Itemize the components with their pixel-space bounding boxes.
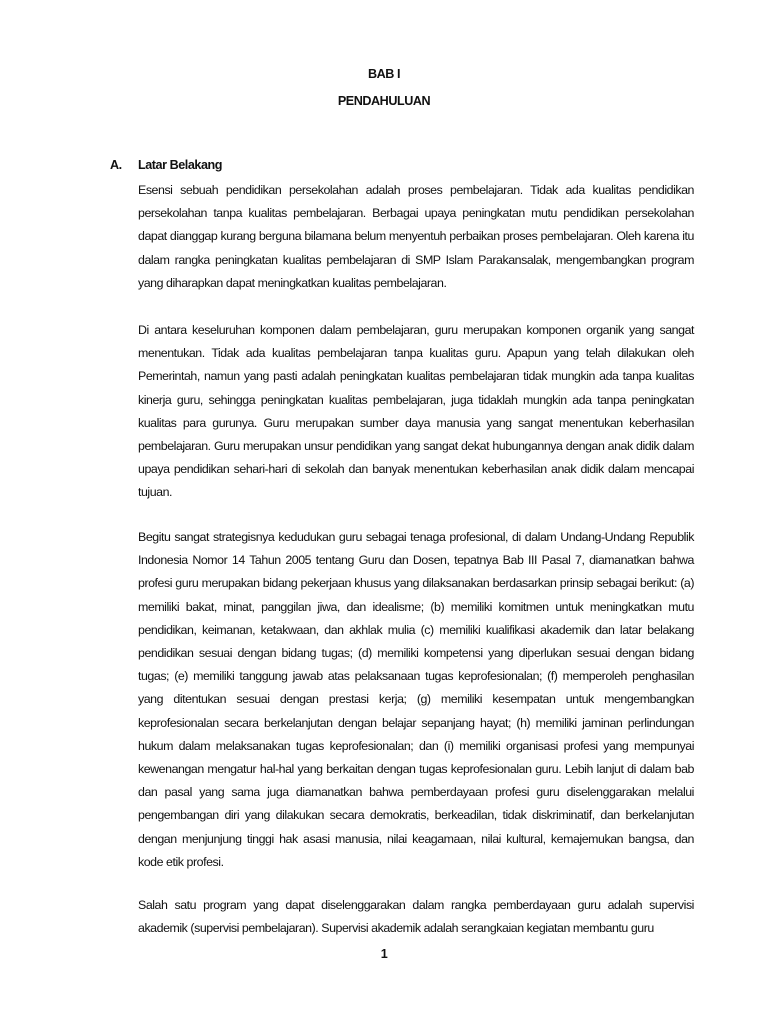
body-paragraph-1: Esensi sebuah pendidikan persekolahan adalah proses pembelajaran. Tidak ada kualitas pendidikan persekolahan tanpa kualitas pembelajaran. Berbagai upaya peningkatan mutu pendidikan persekolahan dapat dianggap kurang berguna bilamana belum menyentuh perbaikan proses pembelajaran. Oleh karena itu dalam rangka peningkatan kualitas pembelajaran di SMP Islam Parakansalak, mengembangkan program yang diharapkan dapat meningkatkan kualitas pembelajaran. [138, 183, 694, 290]
body-paragraph-4: Salah satu program yang dapat diselenggarakan dalam rangka pemberdayaan guru adalah supervisi akademik (supervisi pembelajaran). Supervisi akademik adalah serangkaian kegiatan membantu guru [138, 898, 694, 936]
page-number: 1 [380, 947, 388, 961]
body-paragraph-2: Di antara keseluruhan komponen dalam pembelajaran, guru merupakan komponen organik yang sangat menentukan. Tidak ada kualitas pembelajaran tanpa kualitas guru. Apapun yang telah dilakukan oleh Pemerintah, namun yang pasti adalah peningkatan kualitas pembelajaran tidak mungkin ada tanpa kualitas kinerja guru, sehingga peningkatan kualitas pembelajaran, juga tidaklah mungkin ada tanpa peningkatan kualitas para gurunya. Guru merupakan sumber daya manusia yang sangat menentukan keberhasilan pembelajaran. Guru merupakan unsur pendidikan yang sangat dekat hubungannya dengan anak didik dalam upaya pendidikan sehari-hari di sekolah dan banyak menentukan keberhasilan anak didik dalam mencapai tujuan. [138, 323, 694, 500]
chapter-title: PENDAHULUAN [337, 94, 431, 108]
body-paragraph-3: Begitu sangat strategisnya kedudukan guru sebagai tenaga profesional, di dalam Undang-Undang Republik Indonesia Nomor 14 Tahun 2005 tentang Guru dan Dosen, tepatnya Bab III Pasal 7, diamanatkan bahwa profesi guru merupakan bidang pekerjaan khusus yang dilaksanakan berdasarkan prinsip sebagai berikut: (a) memiliki bakat, minat, panggilan jiwa, dan idealisme; (b) memiliki komitmen untuk meningkatkan mutu pendidikan, keimanan, ketakwaan, dan akhlak mulia (c) memiliki kualifikasi akademik dan latar belakang pendidikan sesuai dengan bidang tugas; (d) memiliki kompetensi yang diperlukan sesuai dengan bidang tugas; (e) memiliki tanggung jawab atas pelaksanaan tugas keprofesionalan; (f) memperoleh penghasilan yang ditentukan sesuai dengan prestasi kerja; (g) memiliki kesempatan untuk mengembangkan keprofesionalan secara berkelanjutan dengan belajar sepanjang hayat; (h) memiliki jaminan perlindungan hukum dalam melaksanakan tugas keprofesionalan; dan (i) memiliki organisasi profesi yang mempunyai kewenangan mengatur hal-hal yang berkaitan dengan tugas keprofesionalan guru. Lebih lanjut di dalam bab dan pasal yang sama juga diamanatkan bahwa pemberdayaan profesi guru diselenggarakan melalui pengembangan diri yang dilakukan secara demokratis, berkeadilan, tidak diskriminatif, dan berkelanjutan dengan menjunjung tinggi hak asasi manusia, nilai keagamaan, nilai kultural, kemajemukan bangsa, dan kode etik profesi. [138, 530, 694, 869]
section-number: A. [110, 158, 122, 172]
section-title: Latar Belakang [138, 158, 222, 172]
chapter-heading: BAB I [367, 67, 401, 81]
